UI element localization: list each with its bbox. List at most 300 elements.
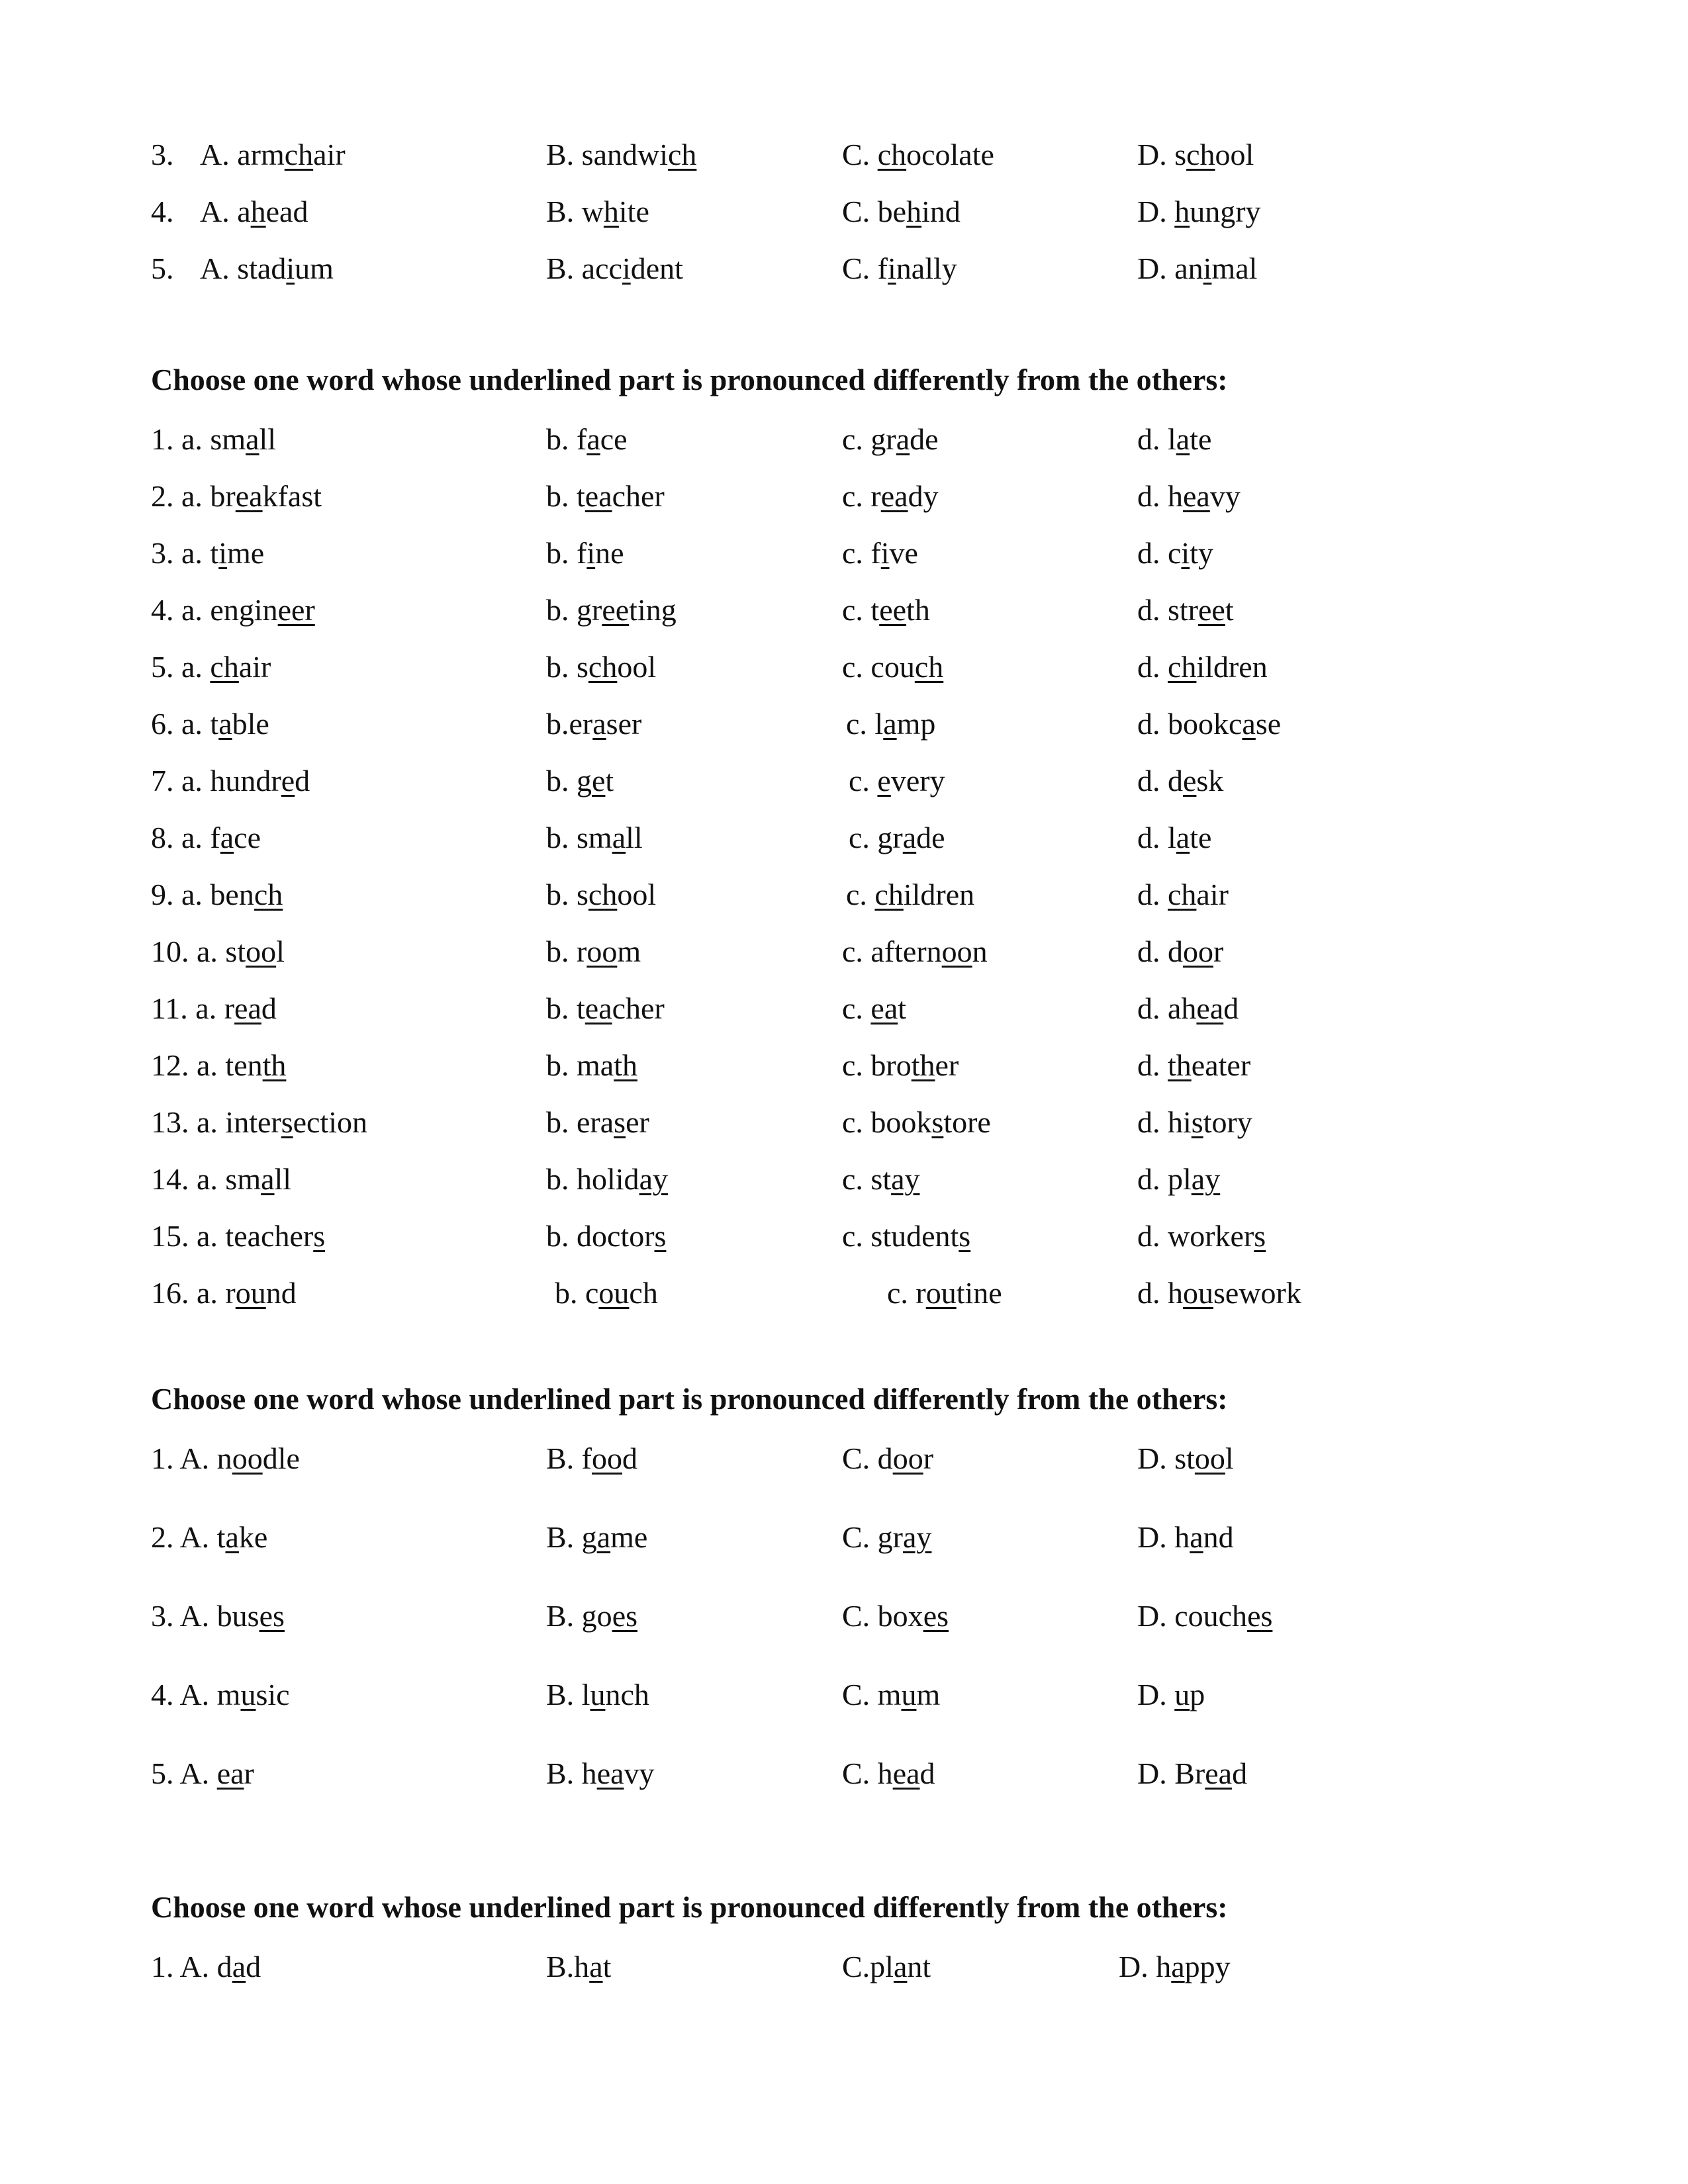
option-text: 8. a. f xyxy=(151,821,220,854)
answer-option xyxy=(151,1210,325,1263)
underlined-part: a xyxy=(592,707,606,741)
option-text: D. st xyxy=(1137,1441,1195,1475)
option-text: t xyxy=(602,1950,612,1983)
option-text: air xyxy=(313,138,346,171)
underlined-part: s xyxy=(959,1219,971,1253)
underlined-part: th xyxy=(911,1048,935,1082)
option-text: nd xyxy=(265,1276,297,1310)
question-row xyxy=(0,925,1688,978)
answer-option xyxy=(151,1747,254,1800)
option-text: l xyxy=(276,934,285,968)
option-text: c. book xyxy=(842,1105,932,1139)
option-text: d xyxy=(919,1756,935,1790)
question-number: 5. xyxy=(151,251,174,285)
option-text: ead xyxy=(265,195,308,228)
option-text: D. an xyxy=(1137,251,1203,285)
option-text: d. xyxy=(1137,1048,1168,1082)
option-text: b. s xyxy=(546,650,588,684)
underlined-part: th xyxy=(614,1048,637,1082)
option-text: vy xyxy=(1209,479,1241,513)
underlined-part: a xyxy=(902,821,917,854)
option-text: A. stad xyxy=(200,251,287,285)
underlined-part: s xyxy=(931,1105,944,1139)
underlined-part: th xyxy=(1168,1048,1192,1082)
option-text: d. bookc xyxy=(1137,707,1243,741)
option-text: d. xyxy=(1137,878,1168,911)
underlined-part: ch xyxy=(588,650,618,684)
option-text: cher xyxy=(612,479,665,513)
option-text: ildren xyxy=(1196,650,1268,684)
answer-option xyxy=(846,698,935,751)
option-text: B. l xyxy=(546,1678,590,1711)
section-heading: Choose one word whose underlined part is pronounced differently from the others: xyxy=(151,1382,1228,1416)
answer-option xyxy=(546,1511,647,1564)
underlined-part: u xyxy=(1174,1678,1190,1711)
option-text: d. worker xyxy=(1137,1219,1254,1253)
question-number: 3. xyxy=(151,138,174,171)
question-row xyxy=(0,1747,1688,1800)
question-row xyxy=(0,128,1688,181)
answer-option xyxy=(1137,413,1211,466)
option-text: b. gr xyxy=(546,593,602,627)
answer-option xyxy=(151,1267,297,1320)
option-text: 12. a. ten xyxy=(151,1048,263,1082)
answer-option xyxy=(151,1039,286,1092)
option-text: c. xyxy=(842,991,871,1025)
answer-option xyxy=(151,982,277,1035)
answer-option xyxy=(200,242,334,295)
option-text: de xyxy=(916,821,945,854)
underlined-part: ea xyxy=(234,991,261,1025)
option-text: r xyxy=(244,1756,254,1790)
underlined-part: a xyxy=(586,422,600,456)
option-text: C. gr xyxy=(842,1520,903,1554)
underlined-part: ch xyxy=(254,878,283,911)
answer-option xyxy=(842,1153,920,1206)
option-text: ll xyxy=(274,1162,292,1196)
option-text: m xyxy=(617,934,641,968)
underlined-part: a xyxy=(893,1950,908,1983)
underlined-part: ch xyxy=(874,878,904,911)
underlined-part: ea xyxy=(585,479,612,513)
option-text: D. s xyxy=(1137,138,1187,171)
question-row xyxy=(0,1267,1688,1320)
answer-option xyxy=(1137,868,1229,921)
answer-option xyxy=(151,1511,267,1564)
option-text: sic xyxy=(256,1678,290,1711)
underlined-part: ea xyxy=(892,1756,920,1790)
option-text: mal xyxy=(1211,251,1258,285)
option-text: air xyxy=(1196,878,1229,911)
underlined-part: oo xyxy=(232,1441,263,1475)
option-text: cher xyxy=(612,991,665,1025)
answer-option xyxy=(1137,1096,1252,1149)
answer-option xyxy=(842,242,957,295)
option-text: d xyxy=(295,764,310,797)
option-text: t xyxy=(605,764,614,797)
answer-option xyxy=(842,1096,991,1149)
underlined-part: a xyxy=(1242,707,1256,741)
answer-option xyxy=(151,413,276,466)
option-text: c. xyxy=(846,878,875,911)
option-text: 1. A. n xyxy=(151,1441,232,1475)
answer-option xyxy=(546,1747,655,1800)
underlined-part: e xyxy=(1183,764,1197,797)
option-text: m xyxy=(916,1678,941,1711)
option-text: te xyxy=(1190,821,1212,854)
underlined-part: a xyxy=(246,422,259,456)
answer-option xyxy=(546,1668,649,1721)
option-text: ke xyxy=(238,1520,268,1554)
answer-option xyxy=(546,982,665,1035)
answer-option xyxy=(546,1153,668,1206)
option-text: b. f xyxy=(546,536,587,570)
option-text: d. l xyxy=(1137,422,1176,456)
option-text: d. xyxy=(1137,650,1168,684)
answer-option xyxy=(842,1511,931,1564)
option-text: b. r xyxy=(546,934,587,968)
question-row xyxy=(0,1096,1688,1149)
underlined-part: ch xyxy=(668,138,697,171)
option-text: D. h xyxy=(1137,1520,1190,1554)
answer-option xyxy=(1137,641,1268,694)
answer-option xyxy=(1137,1267,1301,1320)
option-text: D. h xyxy=(1119,1950,1172,1983)
answer-option xyxy=(842,641,943,694)
option-text: 1. a. sm xyxy=(151,422,246,456)
option-text: p xyxy=(1190,1678,1205,1711)
underlined-part: i xyxy=(1203,251,1212,285)
option-text: ool xyxy=(617,650,657,684)
answer-option xyxy=(151,1432,300,1485)
option-text: th xyxy=(906,593,930,627)
option-text: c. gr xyxy=(842,422,896,456)
option-text: ppy xyxy=(1184,1950,1231,1983)
underlined-part: oo xyxy=(246,934,277,968)
question-row xyxy=(0,470,1688,523)
underlined-part: h xyxy=(906,195,922,228)
option-text: b. t xyxy=(546,991,585,1025)
underlined-part: ea xyxy=(216,1756,244,1790)
option-text: b. sm xyxy=(546,821,612,854)
option-text: 10. a. st xyxy=(151,934,246,968)
option-text: b. f xyxy=(546,422,587,456)
question-row xyxy=(0,754,1688,807)
option-text: c. l xyxy=(846,707,884,741)
option-text: 16. a. r xyxy=(151,1276,236,1310)
question-row xyxy=(0,584,1688,637)
answer-option xyxy=(1137,527,1213,580)
option-text: ll xyxy=(626,821,643,854)
underlined-part: e xyxy=(592,764,606,797)
answer-option xyxy=(546,470,665,523)
underlined-part: e xyxy=(281,764,295,797)
answer-option xyxy=(546,1432,637,1485)
underlined-part: oo xyxy=(892,1441,923,1475)
answer-option xyxy=(546,527,624,580)
question-row xyxy=(0,185,1688,238)
option-text: ungry xyxy=(1190,195,1261,228)
answer-option xyxy=(1137,698,1281,751)
option-text: de xyxy=(910,422,939,456)
option-text: B. sandwi xyxy=(546,138,668,171)
underlined-part: ou xyxy=(598,1276,630,1310)
question-row xyxy=(0,1210,1688,1263)
option-text: b. era xyxy=(546,1105,614,1139)
option-text: me xyxy=(610,1520,648,1554)
underlined-part: i xyxy=(1181,536,1190,570)
option-text: B. acc xyxy=(546,251,622,285)
question-row xyxy=(0,527,1688,580)
option-text: l xyxy=(1225,1441,1234,1475)
option-text: nally xyxy=(896,251,957,285)
underlined-part: ee xyxy=(879,593,907,627)
underlined-part: oo xyxy=(592,1441,622,1475)
option-text: d xyxy=(1232,1756,1248,1790)
underlined-part: es xyxy=(259,1599,285,1633)
answer-option xyxy=(151,641,271,694)
underlined-part: ch xyxy=(210,650,239,684)
option-text: C.pl xyxy=(842,1950,894,1983)
answer-option xyxy=(842,413,939,466)
underlined-part: s xyxy=(654,1219,667,1253)
option-text: mp xyxy=(896,707,936,741)
answer-option xyxy=(842,128,994,181)
answer-option xyxy=(1119,1940,1231,1993)
option-text: b.er xyxy=(546,707,593,741)
option-text: ool xyxy=(1215,138,1254,171)
option-text: te xyxy=(1190,422,1212,456)
option-text: D. Br xyxy=(1137,1756,1205,1790)
underlined-part: a xyxy=(589,1950,603,1983)
option-text: air xyxy=(238,650,271,684)
option-text: c. r xyxy=(842,479,881,513)
answer-option xyxy=(151,698,269,751)
option-text: very xyxy=(890,764,945,797)
option-text: ting xyxy=(629,593,677,627)
answer-option xyxy=(546,811,643,864)
answer-option xyxy=(842,1668,940,1721)
underlined-part: ch xyxy=(1168,878,1197,911)
question-row xyxy=(0,1940,1688,1993)
answer-option xyxy=(546,698,641,751)
answer-option xyxy=(546,1039,637,1092)
underlined-part: oo xyxy=(1194,1441,1225,1475)
underlined-part: es xyxy=(1247,1599,1273,1633)
option-text: 3. a. t xyxy=(151,536,219,570)
option-text: 5. a. xyxy=(151,650,211,684)
answer-option xyxy=(1137,128,1254,181)
underlined-part: i xyxy=(622,251,631,285)
option-text: kfast xyxy=(262,479,322,513)
option-text: nd xyxy=(1203,1520,1234,1554)
option-text: B. go xyxy=(546,1599,612,1633)
underlined-part: oo xyxy=(1183,934,1213,968)
underlined-part: u xyxy=(590,1678,606,1711)
option-text: c. r xyxy=(887,1276,926,1310)
answer-option xyxy=(849,811,945,864)
option-text: r xyxy=(1213,934,1224,968)
answer-option xyxy=(546,1096,649,1149)
question-row xyxy=(0,1432,1688,1485)
option-text: c. cou xyxy=(842,650,915,684)
option-text: er xyxy=(626,1105,649,1139)
answer-option xyxy=(842,1432,933,1485)
option-text: d. hi xyxy=(1137,1105,1192,1139)
answer-option xyxy=(546,1940,611,1993)
answer-option xyxy=(151,470,322,523)
underlined-part: a xyxy=(612,821,626,854)
option-text: 9. a. ben xyxy=(151,878,254,911)
option-text: se xyxy=(1255,707,1282,741)
underlined-part: ch xyxy=(1168,650,1197,684)
underlined-part: ch xyxy=(588,878,618,911)
option-text: dent xyxy=(630,251,683,285)
underlined-part: a xyxy=(1176,821,1190,854)
question-number: 4. xyxy=(151,195,174,228)
answer-option xyxy=(546,185,649,238)
option-text: C. xyxy=(842,138,878,171)
answer-option xyxy=(842,185,961,238)
underlined-part: ea xyxy=(585,991,612,1025)
answer-option xyxy=(849,754,945,807)
underlined-part: ay xyxy=(903,1520,932,1554)
answer-option xyxy=(842,527,918,580)
underlined-part: a xyxy=(220,821,234,854)
option-text: 11. a. r xyxy=(151,991,235,1025)
option-text: 5. A. xyxy=(151,1756,217,1790)
option-text: ser xyxy=(606,707,642,741)
answer-option xyxy=(1137,1432,1234,1485)
option-text: er xyxy=(935,1048,959,1082)
underlined-part: i xyxy=(586,536,596,570)
answer-option xyxy=(200,185,308,238)
answer-option xyxy=(1137,242,1257,295)
answer-option xyxy=(1137,584,1234,637)
answer-option xyxy=(842,1747,935,1800)
answer-option xyxy=(546,754,614,807)
option-text: c. xyxy=(849,764,878,797)
question-row xyxy=(0,868,1688,921)
option-text: B. f xyxy=(546,1441,592,1475)
option-text: ite xyxy=(618,195,649,228)
option-text: ty xyxy=(1190,536,1213,570)
underlined-part: ea xyxy=(596,1756,624,1790)
option-text: d. ah xyxy=(1137,991,1197,1025)
option-text: B. h xyxy=(546,1756,597,1790)
answer-option xyxy=(555,1267,658,1320)
answer-option xyxy=(200,128,346,181)
option-text: ce xyxy=(234,821,261,854)
answer-option xyxy=(1137,1747,1247,1800)
underlined-part: i xyxy=(880,536,890,570)
underlined-part: ea xyxy=(1183,479,1210,513)
answer-option xyxy=(151,527,264,580)
answer-option xyxy=(151,868,283,921)
option-text: ection xyxy=(293,1105,368,1139)
option-text: D. xyxy=(1137,195,1175,228)
answer-option xyxy=(842,1590,949,1643)
underlined-part: ee xyxy=(602,593,630,627)
option-text: vy xyxy=(624,1756,655,1790)
option-text: d xyxy=(622,1441,637,1475)
option-text: n xyxy=(972,934,988,968)
underlined-part: oo xyxy=(586,934,618,968)
question-row xyxy=(0,1039,1688,1092)
option-text: d. str xyxy=(1137,593,1198,627)
answer-option xyxy=(1137,811,1211,864)
answer-option xyxy=(1137,185,1261,238)
answer-option xyxy=(1137,1590,1272,1643)
option-text: C. m xyxy=(842,1678,902,1711)
question-row xyxy=(0,413,1688,466)
answer-option xyxy=(842,584,930,637)
option-text: ll xyxy=(259,422,277,456)
underlined-part: ch xyxy=(1186,138,1215,171)
underlined-part: ee xyxy=(1198,593,1225,627)
underlined-part: s xyxy=(313,1219,326,1253)
option-text: c. bro xyxy=(842,1048,912,1082)
option-text: 4. A. m xyxy=(151,1678,241,1711)
option-text: d. h xyxy=(1137,479,1183,513)
option-text: b. doctor xyxy=(546,1219,655,1253)
underlined-part: es xyxy=(923,1599,949,1633)
option-text: c. f xyxy=(842,536,881,570)
underlined-part: ou xyxy=(1183,1276,1213,1310)
option-text: 1. A. d xyxy=(151,1950,232,1983)
underlined-part: eer xyxy=(277,593,315,627)
answer-option xyxy=(842,1210,970,1263)
option-text: eater xyxy=(1191,1048,1251,1082)
option-text: b. g xyxy=(546,764,592,797)
option-text: dy xyxy=(908,479,939,513)
option-text: D. couch xyxy=(1137,1599,1248,1633)
answer-option xyxy=(546,584,677,637)
answer-option xyxy=(546,413,628,466)
answer-option xyxy=(1137,1153,1220,1206)
option-text: t xyxy=(898,991,907,1025)
answer-option xyxy=(1137,1039,1250,1092)
section-heading: Choose one word whose underlined part is pronounced differently from the others: xyxy=(151,1890,1228,1924)
underlined-part: u xyxy=(240,1678,256,1711)
answer-option xyxy=(842,925,988,978)
underlined-part: th xyxy=(262,1048,287,1082)
answer-option xyxy=(1137,925,1223,978)
underlined-part: ea xyxy=(870,991,898,1025)
option-text: 3. A. bus xyxy=(151,1599,259,1633)
option-text: me xyxy=(226,536,265,570)
option-text: b. t xyxy=(546,479,585,513)
option-text: c. t xyxy=(842,593,880,627)
question-row xyxy=(0,982,1688,1035)
question-row xyxy=(0,811,1688,864)
answer-option xyxy=(546,1210,666,1263)
answer-option xyxy=(842,1940,931,1993)
answer-option xyxy=(546,641,656,694)
answer-option xyxy=(842,1039,959,1092)
answer-option xyxy=(151,1940,261,1993)
option-text: dle xyxy=(262,1441,300,1475)
option-text: t xyxy=(1225,593,1234,627)
answer-option xyxy=(546,925,641,978)
option-text: r xyxy=(923,1441,934,1475)
option-text: 13. a. inter xyxy=(151,1105,281,1139)
answer-option xyxy=(887,1267,1002,1320)
option-text: d. l xyxy=(1137,821,1176,854)
option-text: ce xyxy=(600,422,628,456)
question-row xyxy=(0,641,1688,694)
underlined-part: e xyxy=(877,764,891,797)
